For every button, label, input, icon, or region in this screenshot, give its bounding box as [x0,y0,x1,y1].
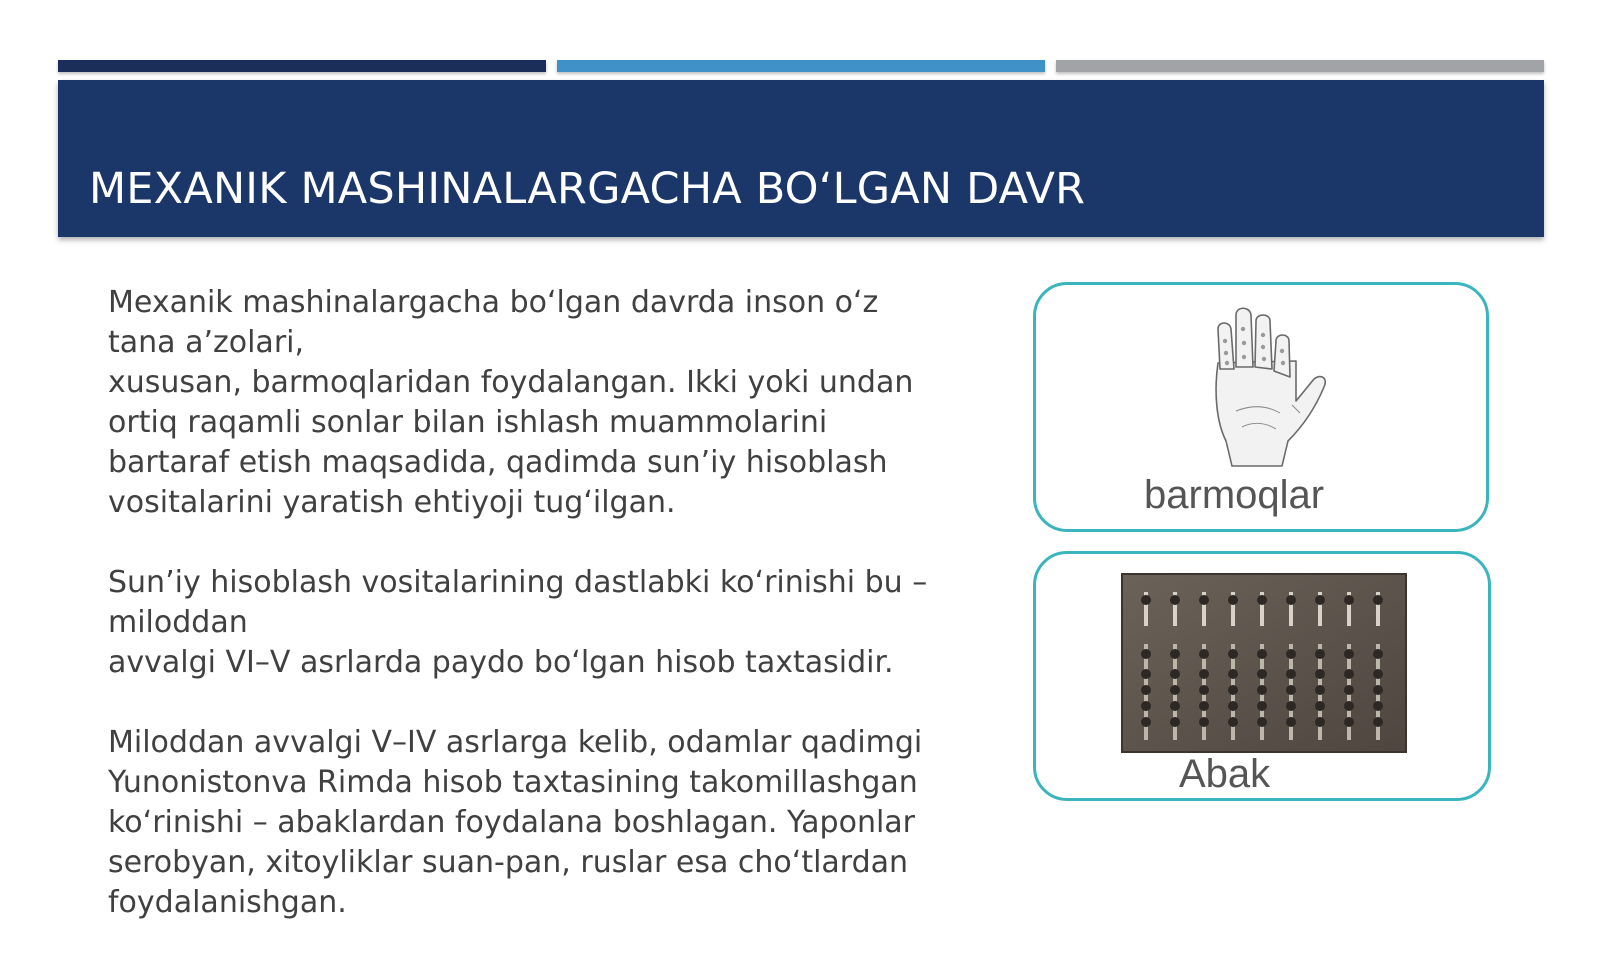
text-line: ko‘rinishi – abaklardan foydalana boshlagan. Yaponlar [108,805,916,840]
text-line: Sun’iy hisoblash vositalarining dastlabki ko‘rinishi bu – [108,565,928,600]
text-line: avvalgi VI–V asrlarda paydo bo‘lgan hisob taxtasidir. [108,645,894,680]
text-line: serobyan, xitoyliklar suan-pan, ruslar esa cho‘tlardan [108,845,909,880]
image-card-abacus [1033,551,1491,801]
body-text [108,283,968,963]
text-line: ortiq raqamli sonlar bilan ishlash muammolarini [108,405,828,440]
caption-fingers: barmoqlar [1144,473,1325,517]
abacus-icon [1122,574,1406,752]
text-line: bartaraf etish maqsadida, qadimda sun’iy hisoblash [108,445,888,480]
text-line: miloddan [108,605,248,640]
text-line: Mexanik mashinalargacha bo‘lgan davrda inson o‘z [108,285,879,320]
image-card-fingers [1033,282,1489,532]
accent-bar-dark-blue [58,60,546,72]
paragraph-3 [108,723,968,923]
accent-bar-light-blue [557,60,1045,72]
accent-bar-gray [1056,60,1544,72]
hand-icon [1196,301,1336,471]
text-line: Yunonistonva Rimda hisob taxtasining takomillashgan [108,765,918,800]
title-band [58,80,1544,237]
slide-title: MEXANIK MASHINALARGACHA BO‘LGAN DAVR [89,164,1086,214]
paragraph-1 [108,283,968,523]
text-line: Miloddan avvalgi V–IV asrlarga kelib, odamlar qadimgi [108,725,923,760]
text-line: foydalanishgan. [108,885,347,920]
text-line: tana a’zolari, [108,325,305,360]
caption-abacus: Abak [1179,752,1271,796]
text-line: vositalarini yaratish ehtiyoji tug‘ilgan. [108,485,676,520]
text-line: xususan, barmoqlaridan foydalangan. Ikki yoki undan [108,365,914,400]
paragraph-2 [108,563,968,683]
